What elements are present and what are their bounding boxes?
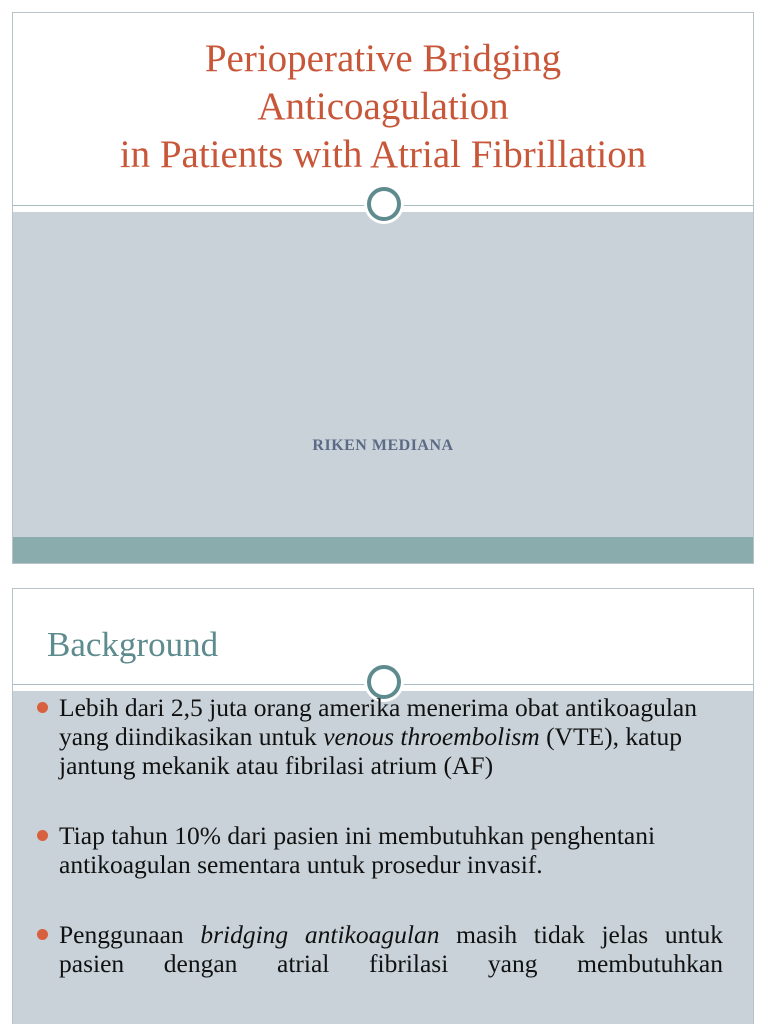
list-item bbox=[35, 920, 723, 978]
slide-title: Background bbox=[47, 625, 219, 664]
footer-band bbox=[13, 537, 753, 564]
bullet-text: Penggunaan bbox=[59, 920, 201, 949]
bullet-text-italic: bridging antikoagulan bbox=[200, 920, 440, 949]
bullet-list bbox=[35, 693, 723, 1019]
title-line-3: in Patients with Atrial Fibrillation bbox=[119, 133, 647, 176]
bullet-text: masih tidak jelas untuk pasien dengan atrial fibrilasi yang membutuhkan bbox=[59, 920, 723, 978]
list-item bbox=[35, 693, 723, 780]
title-line-2: Anticoagulation bbox=[257, 85, 509, 128]
content-slide bbox=[12, 588, 754, 1024]
title-slide bbox=[12, 12, 754, 564]
bullet-dot-icon bbox=[37, 830, 48, 841]
bullet-text: Tiap tahun 10% dari pasien ini membutuhkan penghentani antikoagulan sementara untuk prosedur invasif. bbox=[59, 821, 656, 879]
bullet-text: Lebih dari 2,5 juta orang amerika menerima obat antikoagulan yang diindikasikan untuk bbox=[59, 693, 697, 751]
list-item bbox=[35, 821, 723, 879]
title-line-1: Perioperative Bridging bbox=[204, 37, 562, 80]
ring-icon bbox=[367, 187, 401, 221]
bullet-dot-icon bbox=[37, 702, 48, 713]
bullet-text: (VTE), katup jantung mekanik atau fibrilasi atrium (AF) bbox=[59, 722, 683, 780]
bullet-text-italic: venous throembolism bbox=[323, 722, 540, 751]
subtitle-band bbox=[13, 212, 753, 537]
bullet-dot-icon bbox=[37, 929, 48, 940]
slide-title bbox=[13, 35, 753, 179]
author-name: RIKEN MEDIANA bbox=[312, 437, 454, 454]
